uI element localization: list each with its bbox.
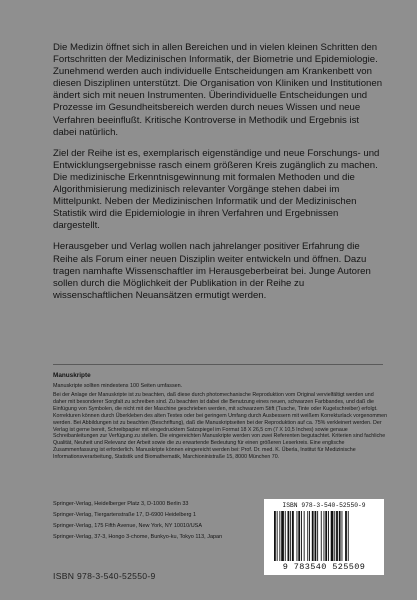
barcode-bar — [331, 511, 334, 561]
barcode-bar — [312, 511, 314, 561]
barcode-bar — [309, 511, 310, 561]
paragraph-editors: Herausgeber und Verlag wollen nach jahrelanger positiver Erfahrung die Reihe als Forum einer neuen Disziplin weiter entwickeln und öffnen. Dazu tragen namhafte Wissenschaftler im Herausgeberbeirat bei. Junge Autoren sollen durch die Möglichkeit der Publikation in der Reihe zu wissenschaftlichen Neuansätzen ermutigt werden. — [53, 241, 371, 301]
address-new-york: Springer-Verlag, 175 Fifth Avenue, New York, NY 10010/USA — [53, 523, 202, 529]
barcode-bars — [272, 511, 376, 561]
barcode-bar — [345, 511, 347, 561]
barcode-bar — [328, 511, 329, 561]
barcode-bar — [324, 511, 325, 561]
barcode-bar — [317, 511, 318, 561]
barcode-isbn-label: ISBN 978-3-540-52550-9 — [282, 502, 366, 509]
barcode-bar — [290, 511, 291, 561]
address-tokyo: Springer-Verlag, 37-3, Hongo 3-chome, Bunkyo-ku, Tokyo 113, Japan — [53, 534, 223, 540]
paragraph-intro: Die Medizin öffnet sich in allen Bereichen und in vielen kleinen Schritten den Fortschritten der Medizinischen Informatik, der Biometrie und Epidemiologie. Zunehmend werden auch individuelle Entscheidungen am Krankenbett von diesen Disziplinen unterstützt. Die Organisation von Kliniken und Institutionen ändert sich mit neuen Instrumenten. Überindividuelle Entscheidungen und Prozesse im Gesundheitsbereich werden durch neues Wissen und neue Verfahren beeinflußt. Kritische Kontroverse in Methodik und Ergebnis ist dabei natürlich. — [53, 42, 383, 138]
manuscripts-title: Manuskripte — [53, 372, 91, 379]
barcode-bar — [292, 511, 294, 561]
barcode-bar — [285, 511, 286, 561]
barcode-bar — [297, 511, 298, 561]
barcode-bar — [274, 511, 276, 561]
section-divider — [53, 364, 383, 365]
barcode-bar — [301, 511, 302, 561]
barcode-bar — [321, 511, 322, 561]
barcode-bar — [298, 511, 300, 561]
barcode-bar — [288, 511, 290, 561]
barcode-bar — [334, 511, 335, 561]
barcode-bar — [348, 511, 349, 561]
barcode-bar — [277, 511, 278, 561]
address-heidelberg: Springer-Verlag, Tiergartenstraße 17, D-6900 Heidelberg 1 — [53, 512, 197, 518]
address-berlin: Springer-Verlag, Heidelberger Platz 3, D-1000 Berlin 33 — [53, 501, 189, 507]
series-description — [53, 42, 383, 311]
barcode-bar — [304, 511, 305, 561]
publisher-addresses — [53, 499, 253, 543]
barcode-bar — [325, 511, 327, 561]
barcode-bar — [315, 511, 317, 561]
manuscripts-subtitle: Manuskripte sollten mindestens 100 Seiten umfassen. — [53, 383, 183, 389]
barcode-bar — [279, 511, 280, 561]
barcode-bar — [342, 511, 343, 561]
barcode-bar — [339, 511, 341, 561]
manuscripts-instructions: Bei der Anlage der Manuskripte ist zu beachten, daß diese durch photomechanische Reproduktion vom Original vervielfältigt werden und daher mit besonderer Sorgfalt zu schreiben sind. Zu beachten ist dabei die Benutzung eines neuen, schwarzen Farbbandes, und daß die Einfügung von Symbolen, die nicht mit der Maschine geschrieben werden, mit schwarzem Stift (Tusche, Tinte oder Kugelschreiber) erfolgt. Korrekturen können durch Überkleben des alten Textes oder bei geringem Umfang durch Ausbessern mit weißem Korrekturlack vorgenommen werden. Bei Abbildungen ist zu beachten (Beschriftung), daß die Manuskriptseiten bei der Reproduktion auf ca. 75% verkleinert werden. Der Verlag ist gerne bereit, Schreibpapier mit eingedrucktem Satzspiegel im Format 18 X 26,5 cm (7 X 10,5 Inches) sowie genaue Schreibanleitungen zur Verfügung zu stellen. Die eingereichten Manuskripte werden von zwei Referenten begutachtet. Kriterien sind fachliche Qualität, Neuheit und Relevanz der Arbeit sowie die zu erwartende Bedeutung für einen größeren Leserkreis. Eine englische Zusammenfassung ist erforderlich. Manuskripte können eingereicht werden bei: Prof. Dr. med. K. Überla, Institut für Medizinische Informationsverarbeitung, Statistik und Biomathematik, Marchioninistraße 15, 8000 München 70. — [53, 392, 388, 461]
barcode-bar — [281, 511, 284, 561]
barcode-bar — [307, 511, 308, 561]
paragraph-goal: Ziel der Reihe ist es, exemplarisch eigenständige und neue Forschungs- und Entwicklungsergebnisse rasch einem größeren Kreis zugänglich zu machen. Die medizinische Erkenntnisgewinnung mit formalen Methoden und die Algorithmisierung medizinisch relevanter Vorgänge stehen dabei im Mittelpunkt. Neben der Medizinischen Informatik und der Medizinischen Statistik wird die Epidemiologie in ihren Verfahren und Ergebnissen dargestellt. — [53, 147, 380, 232]
barcode — [264, 499, 384, 575]
barcode-number: 9 783540 525509 — [282, 562, 366, 572]
isbn-text: ISBN 978-3-540-52550-9 — [53, 571, 156, 581]
barcode-bar — [336, 511, 338, 561]
manuscripts-section — [53, 372, 388, 461]
